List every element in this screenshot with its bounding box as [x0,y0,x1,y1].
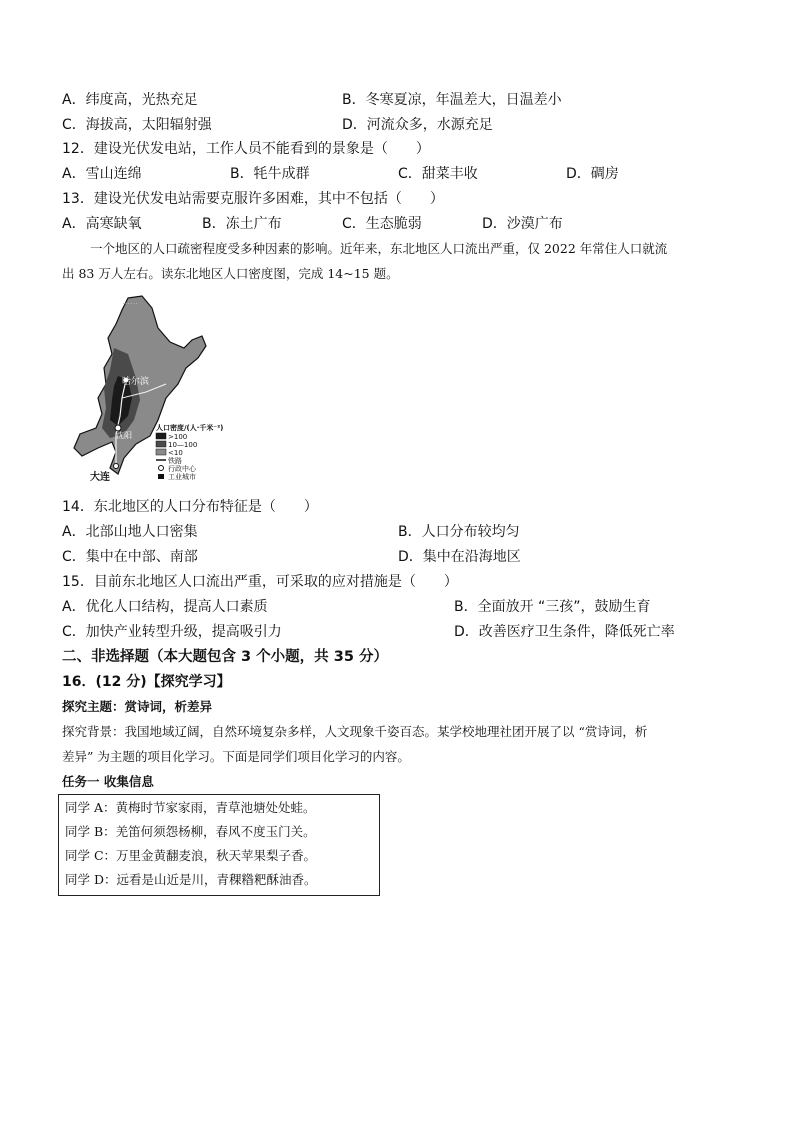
poem-a: 同学 A：黄梅时节家家雨，青草池塘处处蛙。 [65,800,316,815]
map-graphic [66,288,252,484]
map-city-dalian: 大连 [90,472,110,483]
q16-header: 16．(12 分)【探究学习】 [62,674,231,690]
q11-option-c: C．海拔高，太阳辐射强 [62,117,212,133]
q13-option-c: C．生态脆弱 [342,216,422,232]
q13-option-d: D．沙漠广布 [482,216,563,232]
legend-swatch-low [156,449,166,455]
q14-option-a: A．北部山地人口密集 [62,524,198,540]
q12-option-c: C．甜菜丰收 [398,166,478,182]
q13-option-b: B．冻土广布 [202,216,282,232]
q14-option-d: D．集中在沿海地区 [398,549,521,565]
q15-option-b: B．全面放开 “三孩”，鼓励生育 [454,599,651,615]
legend-low: <10 [168,449,183,457]
poem-box [58,794,380,896]
q11-option-a: A．纬度高，光热充足 [62,92,198,108]
legend-swatch-high [156,433,166,439]
poem-b: 同学 B：羌笛何须怨杨柳，春风不度玉门关。 [65,824,316,839]
legend-industrial-marker [158,474,164,479]
legend-swatch-medium [156,441,166,447]
q15-option-a: A．优化人口结构，提高人口素质 [62,599,268,615]
poem-c: 同学 C：万里金黄翻麦浪，秋天苹果梨子香。 [65,848,317,863]
q12-option-d: D．碉房 [566,166,619,182]
legend-industrial-city: 工业城市 [168,473,196,481]
q13-option-a: A．高寒缺氧 [62,216,142,232]
legend-admin-center: 行政中心 [168,465,196,473]
population-density-map [66,288,252,484]
q11-option-b: B．冬寒夏凉，年温差大，日温差小 [342,92,562,108]
q11-option-d: D．河流众多，水源充足 [342,117,493,133]
q12-option-b: B．牦牛成群 [230,166,310,182]
intro-line-2: 出 83 万人左右。读东北地区人口密度图，完成 14~15 题。 [62,266,399,281]
q15-stem: 15．目前东北地区人口流出严重，可采取的应对措施是（ ） [62,574,458,590]
q16-task-1-title: 任务一 收集信息 [62,774,154,789]
q15-option-c: C．加快产业转型升级，提高吸引力 [62,624,282,640]
legend-high: >100 [168,433,188,441]
poem-d: 同学 D：远看是山近是川，青稞糌粑酥油香。 [65,872,317,887]
q14-stem: 14．东北地区的人口分布特征是（ ） [62,499,318,515]
q13-stem: 13．建设光伏发电站需要克服许多困难，其中不包括（ ） [62,191,444,207]
legend-title: 人口密度/(人·千米⁻²) [156,424,224,432]
dalian-marker [114,464,119,469]
map-city-shenyang: 沈阳 [116,431,132,440]
q12-stem: 12．建设光伏发电站，工作人员不能看到的景象是（ ） [62,141,430,157]
map-city-harbin: 哈尔滨 [122,377,150,387]
intro-line-1: 一个地区的人口疏密程度受多种因素的影响。近年来，东北地区人口流出严重，仅 2022 年常住人口就流 [90,241,668,256]
map-legend [156,423,223,481]
q16-background-line-1: 探究背景：我国地域辽阔，自然环境复杂多样，人文现象千姿百态。某学校地理社团开展了以 “赏诗词，析 [62,724,648,739]
map-faded-mark: …… [122,297,138,306]
q14-option-b: B．人口分布较均匀 [398,524,520,540]
legend-medium: 10—100 [168,441,198,449]
q12-option-a: A．雪山连绵 [62,166,142,182]
q14-option-c: C．集中在中部、南部 [62,549,198,565]
legend-admin-marker [159,466,164,471]
q16-background-line-2: 差异” 为主题的项目化学习。下面是同学们项目化学习的内容。 [62,749,410,764]
q15-option-d: D．改善医疗卫生条件，降低死亡率 [454,624,675,640]
q16-theme: 探究主题：赏诗词，析差异 [62,699,213,714]
legend-railway: 铁路 [168,457,182,465]
section-2-heading: 二、非选择题（本大题包含 3 个小题，共 35 分） [62,649,388,665]
